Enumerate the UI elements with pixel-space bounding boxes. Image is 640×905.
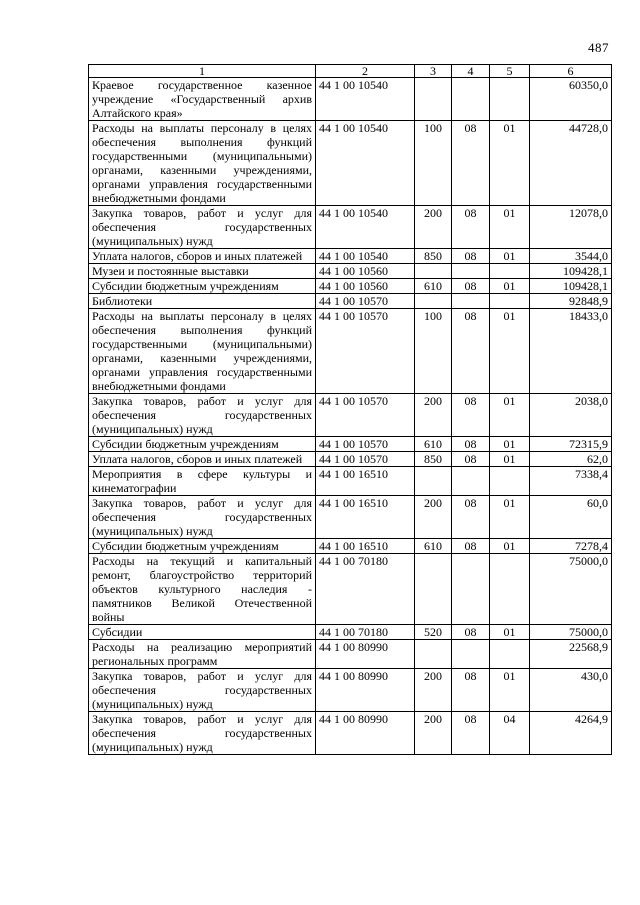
cell-section <box>452 467 490 496</box>
cell-expense-type <box>415 78 452 121</box>
table-row <box>89 309 612 394</box>
cell-target-code: 44 1 00 10570 <box>316 309 415 394</box>
table-row <box>89 625 612 640</box>
cell-section <box>452 264 490 279</box>
cell-amount: 12078,0 <box>530 206 612 249</box>
cell-target-code: 44 1 00 10540 <box>316 206 415 249</box>
cell-name: Уплата налогов, сборов и иных платежей <box>89 452 316 467</box>
cell-section: 08 <box>452 669 490 712</box>
cell-section: 08 <box>452 625 490 640</box>
cell-name: Краевое государственное казенное учреждение «Государственный архив Алтайского края» <box>89 78 316 121</box>
cell-expense-type: 200 <box>415 669 452 712</box>
cell-expense-type: 100 <box>415 309 452 394</box>
table-row <box>89 294 612 309</box>
cell-name: Закупка товаров, работ и услуг для обеспечения государственных (муниципальных) нужд <box>89 669 316 712</box>
cell-target-code: 44 1 00 10540 <box>316 78 415 121</box>
table-row <box>89 121 612 206</box>
cell-subsection <box>490 640 530 669</box>
cell-amount: 7278,4 <box>530 539 612 554</box>
cell-subsection: 01 <box>490 394 530 437</box>
cell-name: Субсидии <box>89 625 316 640</box>
cell-target-code: 44 1 00 10570 <box>316 294 415 309</box>
cell-expense-type: 200 <box>415 712 452 755</box>
cell-amount: 18433,0 <box>530 309 612 394</box>
cell-amount: 62,0 <box>530 452 612 467</box>
cell-subsection: 01 <box>490 452 530 467</box>
table-row <box>89 554 612 625</box>
cell-name: Расходы на реализацию мероприятий региональных программ <box>89 640 316 669</box>
cell-target-code: 44 1 00 10570 <box>316 452 415 467</box>
cell-name: Расходы на выплаты персоналу в целях обеспечения выполнения функций государственными (муниципальными) органами, казенными учреждениями, органами управления государственными внебюджетными фондами <box>89 121 316 206</box>
cell-name: Уплата налогов, сборов и иных платежей <box>89 249 316 264</box>
cell-name: Закупка товаров, работ и услуг для обеспечения государственных (муниципальных) нужд <box>89 496 316 539</box>
cell-subsection: 01 <box>490 625 530 640</box>
cell-subsection: 01 <box>490 496 530 539</box>
cell-amount: 109428,1 <box>530 279 612 294</box>
cell-section <box>452 78 490 121</box>
cell-section: 08 <box>452 206 490 249</box>
cell-target-code: 44 1 00 16510 <box>316 539 415 554</box>
cell-expense-type <box>415 264 452 279</box>
table-row <box>89 669 612 712</box>
cell-amount: 430,0 <box>530 669 612 712</box>
table-row <box>89 496 612 539</box>
cell-expense-type <box>415 640 452 669</box>
table-row <box>89 539 612 554</box>
cell-amount: 72315,9 <box>530 437 612 452</box>
column-header-4: 4 <box>452 65 490 78</box>
cell-amount: 60350,0 <box>530 78 612 121</box>
cell-subsection: 01 <box>490 206 530 249</box>
cell-section: 08 <box>452 249 490 264</box>
cell-expense-type <box>415 554 452 625</box>
cell-target-code: 44 1 00 10570 <box>316 394 415 437</box>
cell-section: 08 <box>452 712 490 755</box>
cell-target-code: 44 1 00 80990 <box>316 712 415 755</box>
cell-target-code: 44 1 00 10540 <box>316 121 415 206</box>
table-row <box>89 78 612 121</box>
cell-expense-type: 200 <box>415 496 452 539</box>
cell-subsection <box>490 554 530 625</box>
table-body <box>89 78 612 755</box>
cell-section: 08 <box>452 452 490 467</box>
cell-target-code: 44 1 00 70180 <box>316 625 415 640</box>
cell-amount: 92848,9 <box>530 294 612 309</box>
cell-expense-type <box>415 467 452 496</box>
table-row <box>89 279 612 294</box>
cell-subsection: 04 <box>490 712 530 755</box>
cell-target-code: 44 1 00 10560 <box>316 279 415 294</box>
table-row <box>89 467 612 496</box>
column-header-6: 6 <box>530 65 612 78</box>
table-header-row <box>89 65 612 78</box>
cell-section: 08 <box>452 309 490 394</box>
cell-section <box>452 640 490 669</box>
cell-target-code: 44 1 00 16510 <box>316 496 415 539</box>
cell-subsection: 01 <box>490 539 530 554</box>
cell-subsection: 01 <box>490 309 530 394</box>
cell-section: 08 <box>452 539 490 554</box>
table-row <box>89 640 612 669</box>
cell-section: 08 <box>452 437 490 452</box>
cell-section: 08 <box>452 279 490 294</box>
cell-name: Библиотеки <box>89 294 316 309</box>
cell-amount: 4264,9 <box>530 712 612 755</box>
cell-name: Закупка товаров, работ и услуг для обеспечения государственных (муниципальных) нужд <box>89 394 316 437</box>
page-number: 487 <box>588 40 609 55</box>
table-row <box>89 249 612 264</box>
cell-amount: 109428,1 <box>530 264 612 279</box>
cell-amount: 22568,9 <box>530 640 612 669</box>
table-row <box>89 264 612 279</box>
column-header-5: 5 <box>490 65 530 78</box>
cell-name: Мероприятия в сфере культуры и кинематографии <box>89 467 316 496</box>
cell-target-code: 44 1 00 10560 <box>316 264 415 279</box>
cell-name: Музеи и постоянные выставки <box>89 264 316 279</box>
table-row <box>89 206 612 249</box>
cell-subsection: 01 <box>490 669 530 712</box>
cell-amount: 3544,0 <box>530 249 612 264</box>
cell-expense-type: 100 <box>415 121 452 206</box>
column-header-2: 2 <box>316 65 415 78</box>
cell-section: 08 <box>452 121 490 206</box>
cell-subsection <box>490 294 530 309</box>
cell-expense-type: 200 <box>415 394 452 437</box>
cell-subsection: 01 <box>490 121 530 206</box>
cell-expense-type: 610 <box>415 279 452 294</box>
cell-amount: 7338,4 <box>530 467 612 496</box>
cell-target-code: 44 1 00 80990 <box>316 669 415 712</box>
column-header-3: 3 <box>415 65 452 78</box>
table-row <box>89 452 612 467</box>
table-row <box>89 437 612 452</box>
cell-section <box>452 294 490 309</box>
cell-name: Расходы на выплаты персоналу в целях обеспечения выполнения функций государственными (муниципальными) органами, казенными учреждениями, органами управления государственными внебюджетными фондами <box>89 309 316 394</box>
budget-table <box>88 64 612 755</box>
cell-subsection <box>490 467 530 496</box>
table-row <box>89 394 612 437</box>
cell-amount: 75000,0 <box>530 554 612 625</box>
cell-expense-type: 610 <box>415 437 452 452</box>
cell-expense-type: 610 <box>415 539 452 554</box>
cell-subsection: 01 <box>490 249 530 264</box>
cell-section <box>452 554 490 625</box>
cell-amount: 75000,0 <box>530 625 612 640</box>
cell-section: 08 <box>452 496 490 539</box>
cell-expense-type: 850 <box>415 249 452 264</box>
cell-expense-type: 200 <box>415 206 452 249</box>
cell-subsection <box>490 78 530 121</box>
column-header-1: 1 <box>89 65 316 78</box>
cell-subsection: 01 <box>490 437 530 452</box>
cell-name: Субсидии бюджетным учреждениям <box>89 539 316 554</box>
cell-amount: 60,0 <box>530 496 612 539</box>
cell-amount: 2038,0 <box>530 394 612 437</box>
cell-target-code: 44 1 00 10570 <box>316 437 415 452</box>
cell-target-code: 44 1 00 70180 <box>316 554 415 625</box>
cell-name: Субсидии бюджетным учреждениям <box>89 437 316 452</box>
cell-name: Закупка товаров, работ и услуг для обеспечения государственных (муниципальных) нужд <box>89 712 316 755</box>
table-row <box>89 712 612 755</box>
cell-target-code: 44 1 00 16510 <box>316 467 415 496</box>
cell-name: Расходы на текущий и капитальный ремонт, благоустройство территорий объектов культурного наследия - памятников Великой Отечественной войны <box>89 554 316 625</box>
cell-amount: 44728,0 <box>530 121 612 206</box>
cell-section: 08 <box>452 394 490 437</box>
cell-name: Закупка товаров, работ и услуг для обеспечения государственных (муниципальных) нужд <box>89 206 316 249</box>
cell-expense-type: 850 <box>415 452 452 467</box>
cell-target-code: 44 1 00 10540 <box>316 249 415 264</box>
cell-subsection: 01 <box>490 279 530 294</box>
cell-expense-type: 520 <box>415 625 452 640</box>
cell-name: Субсидии бюджетным учреждениям <box>89 279 316 294</box>
cell-expense-type <box>415 294 452 309</box>
cell-target-code: 44 1 00 80990 <box>316 640 415 669</box>
cell-subsection <box>490 264 530 279</box>
